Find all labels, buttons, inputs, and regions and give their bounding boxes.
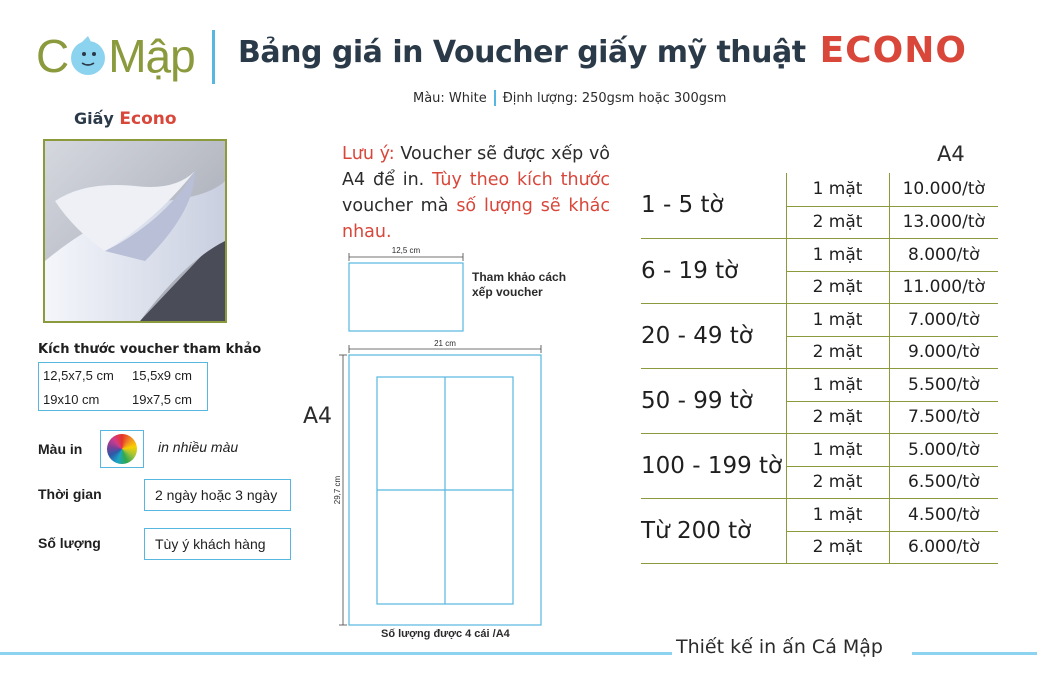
price-row bbox=[641, 173, 998, 206]
sheet-quantity-caption: Số lượng được 4 cái /A4 bbox=[381, 628, 510, 640]
note-lead: Lưu ý: bbox=[342, 144, 395, 164]
price-row bbox=[641, 303, 998, 336]
page-title-text: Bảng giá in Voucher giấy mỹ thuật bbox=[238, 35, 806, 70]
voucher-size-2: 15,5x9 cm bbox=[132, 368, 192, 383]
voucher-size-3: 19x10 cm bbox=[43, 392, 100, 407]
logo-text-left: C bbox=[36, 30, 69, 82]
quantity-value: Tùy ý khách hàng bbox=[144, 528, 291, 560]
paper-type-prefix: Giấy bbox=[74, 109, 114, 128]
price-row bbox=[641, 433, 998, 466]
weight-spec: Định lượng: 250gsm hoặc 300gsm bbox=[502, 90, 727, 106]
page-title-accent: ECONO bbox=[819, 30, 967, 71]
footer-line-left bbox=[0, 652, 672, 655]
note-highlight-1: Tùy theo kích thước bbox=[432, 170, 610, 190]
note-part-1: Voucher sẽ được xếp vô A4 để in. bbox=[342, 144, 611, 190]
price-row bbox=[641, 238, 998, 271]
note-part-2: voucher mà bbox=[342, 196, 457, 216]
price-double: 13.000/tờ bbox=[889, 206, 998, 238]
logo-text-right: Mập bbox=[108, 30, 195, 82]
price-table bbox=[641, 173, 998, 564]
side-double: 2 mặt bbox=[786, 271, 889, 303]
side-single: 1 mặt bbox=[786, 368, 889, 401]
price-double: 7.500/tờ bbox=[889, 401, 998, 433]
quantity-range: 20 - 49 tờ bbox=[641, 303, 786, 368]
color-spec: Màu: White bbox=[413, 90, 487, 106]
note-highlight-2: số lượng sẽ khác nhau. bbox=[342, 196, 611, 242]
voucher-size-1: 12,5x7,5 cm bbox=[43, 368, 114, 383]
price-row bbox=[641, 498, 998, 531]
side-single: 1 mặt bbox=[786, 498, 889, 531]
layout-reference-line-2: xếp voucher bbox=[472, 285, 543, 299]
production-time-value: 2 ngày hoặc 3 ngày bbox=[144, 479, 291, 511]
sheet-size-label: A4 bbox=[303, 404, 333, 429]
price-table-heading: A4 bbox=[937, 142, 965, 166]
price-single: 7.000/tờ bbox=[889, 303, 998, 336]
side-single: 1 mặt bbox=[786, 433, 889, 466]
print-color-value: in nhiều màu bbox=[158, 439, 239, 455]
side-double: 2 mặt bbox=[786, 531, 889, 563]
side-single: 1 mặt bbox=[786, 303, 889, 336]
price-single: 4.500/tờ bbox=[889, 498, 998, 531]
footer-line-right bbox=[912, 652, 1037, 655]
side-double: 2 mặt bbox=[786, 336, 889, 368]
price-single: 10.000/tờ bbox=[889, 173, 998, 206]
quantity-range: 50 - 99 tờ bbox=[641, 368, 786, 433]
paper-type-name: Econo bbox=[119, 109, 177, 129]
price-table-body bbox=[641, 173, 998, 563]
voucher-sample-rect bbox=[349, 263, 463, 331]
price-double: 9.000/tờ bbox=[889, 336, 998, 368]
price-single: 5.000/tờ bbox=[889, 433, 998, 466]
layout-reference-text bbox=[472, 270, 566, 300]
quantity-range: 1 - 5 tờ bbox=[641, 173, 786, 238]
footer-text: Thiết kế in ấn Cá Mập bbox=[676, 636, 883, 658]
voucher-size-4: 19x7,5 cm bbox=[132, 392, 192, 407]
side-double: 2 mặt bbox=[786, 206, 889, 238]
side-single: 1 mặt bbox=[786, 238, 889, 271]
price-row bbox=[641, 368, 998, 401]
production-time-label: Thời gian bbox=[38, 486, 102, 502]
price-double: 6.500/tờ bbox=[889, 466, 998, 498]
sheet-width-label: 21 cm bbox=[434, 339, 456, 348]
layout-reference-line-1: Tham khảo cách bbox=[472, 270, 567, 284]
price-single: 8.000/tờ bbox=[889, 238, 998, 271]
price-single: 5.500/tờ bbox=[889, 368, 998, 401]
quantity-range: Từ 200 tờ bbox=[641, 498, 786, 563]
quantity-range: 6 - 19 tờ bbox=[641, 238, 786, 303]
print-color-label: Màu in bbox=[38, 441, 83, 457]
quantity-label: Số lượng bbox=[38, 535, 101, 551]
price-double: 6.000/tờ bbox=[889, 531, 998, 563]
quantity-range: 100 - 199 tờ bbox=[641, 433, 786, 498]
voucher-size-title: Kích thước voucher tham khảo bbox=[38, 342, 262, 357]
price-double: 11.000/tờ bbox=[889, 271, 998, 303]
sheet-height-label: 29,7 cm bbox=[333, 475, 342, 505]
voucher-width-label: 12,5 cm bbox=[391, 246, 421, 255]
side-double: 2 mặt bbox=[786, 466, 889, 498]
side-single: 1 mặt bbox=[786, 173, 889, 206]
side-double: 2 mặt bbox=[786, 401, 889, 433]
